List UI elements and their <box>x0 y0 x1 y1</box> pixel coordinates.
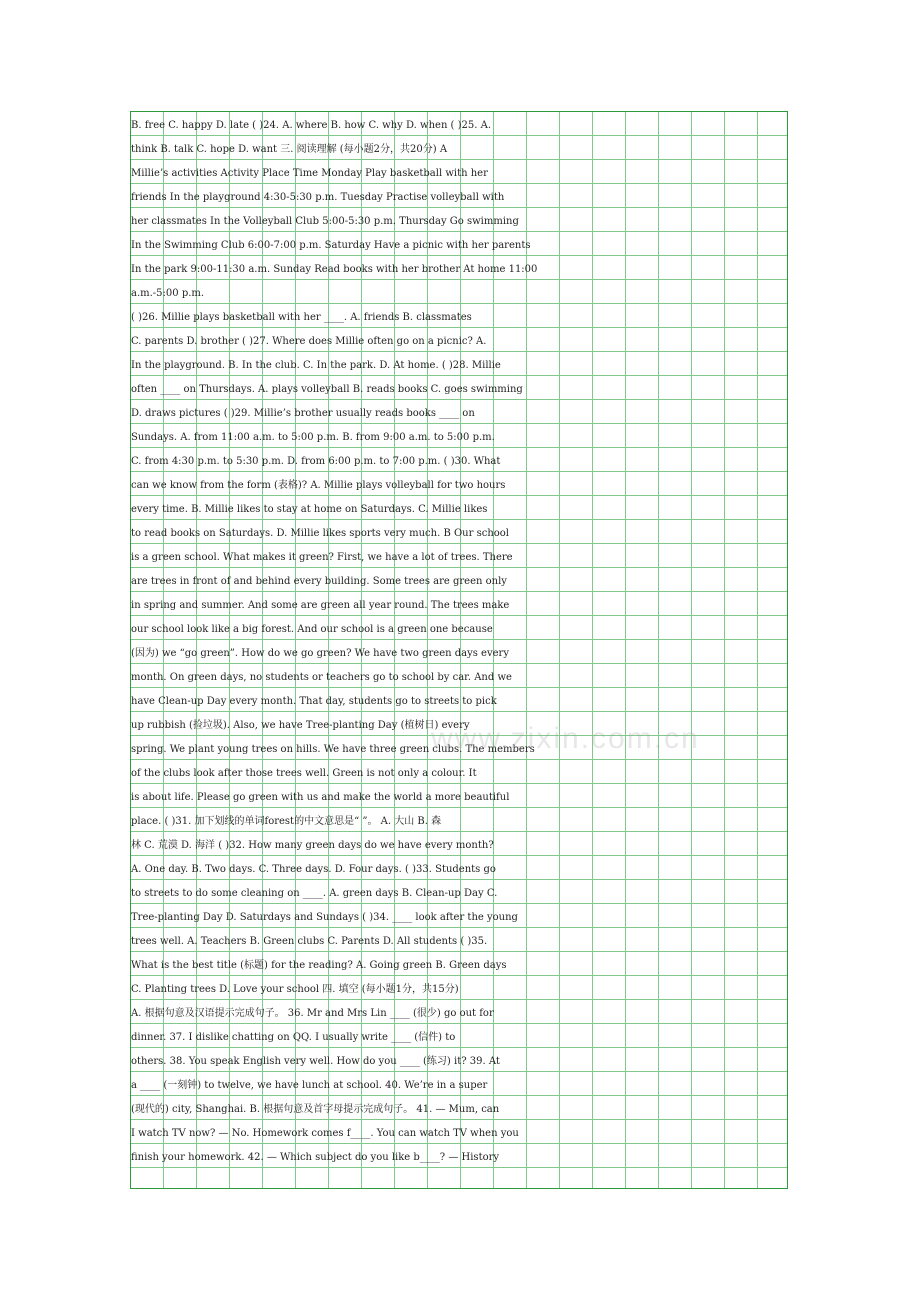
text-line: dinner. 37. I dislike chatting on QQ. I usually write ____ (信件) to <box>131 1032 456 1043</box>
text-line: others. 38. You speak English very well. How do you ____ (练习) it? 39. At <box>131 1056 500 1067</box>
text-line: Sundays. A. from 11:00 a.m. to 5:00 p.m. B. from 9:00 a.m. to 5:00 p.m. <box>131 432 495 443</box>
text-line: A. 根据句意及汉语提示完成句子。 36. Mr and Mrs Lin ____ (很少) go out for <box>131 1008 494 1019</box>
text-line: ( )26. Millie plays basketball with her ____. A. friends B. classmates <box>131 312 472 323</box>
text-line: In the Swimming Club 6:00-7:00 p.m. Saturday Have a picnic with her parents <box>131 240 531 251</box>
text-line: is a green school. What makes it green? First, we have a lot of trees. There <box>131 552 513 563</box>
document-page <box>130 111 788 1189</box>
text-line: What is the best title (标题) for the reading? A. Going green B. Green days <box>131 960 507 971</box>
text-line: her classmates In the Volleyball Club 5:00-5:30 p.m. Thursday Go swimming <box>131 216 519 227</box>
text-line: finish your homework. 42. — Which subject do you like b____? — History <box>131 1152 500 1163</box>
text-line: think B. talk C. hope D. want 三. 阅读理解 (每小题2分，共20分) A <box>131 144 448 155</box>
document-text <box>131 114 788 1170</box>
text-line: are trees in front of and behind every building. Some trees are green only <box>131 576 507 587</box>
text-line: every time. B. Millie likes to stay at home on Saturdays. C. Millie likes <box>131 504 488 515</box>
text-line: to streets to do some cleaning on ____. A. green days B. Clean-up Day C. <box>131 888 498 899</box>
text-line: friends In the playground 4:30-5:30 p.m. Tuesday Practise volleyball with <box>131 192 505 203</box>
text-line: trees well. A. Teachers B. Green clubs C. Parents D. All students ( )35. <box>131 936 488 947</box>
text-line: (现代的) city, Shanghai. B. 根据句意及首字母提示完成句子。 41. — Mum, can <box>131 1104 500 1115</box>
text-line: In the park 9:00-11:30 a.m. Sunday Read books with her brother At home 11:00 <box>131 264 538 275</box>
text-line: is about life. Please go green with us and make the world a more beautiful <box>131 792 510 803</box>
text-line: a ____ (一刻钟) to twelve, we have lunch at school. 40. We’re in a super <box>131 1080 488 1091</box>
text-line: a.m.-5:00 p.m. <box>131 288 205 299</box>
text-line: (因为) we “go green”. How do we go green? We have two green days every <box>131 648 509 659</box>
text-line: have Clean-up Day every month. That day, students go to streets to pick <box>131 696 497 707</box>
text-line: up rubbish (捡垃圾). Also, we have Tree-planting Day (植树日) every <box>131 720 470 731</box>
text-line: C. from 4:30 p.m. to 5:30 p.m. D. from 6:00 p.m. to 7:00 p.m. ( )30. What <box>131 456 501 467</box>
text-line: can we know from the form (表格)? A. Millie plays volleyball for two hours <box>131 480 506 491</box>
text-line: of the clubs look after those trees well. Green is not only a colour. It <box>131 768 477 779</box>
text-line: Millie’s activities Activity Place Time Monday Play basketball with her <box>131 168 488 179</box>
text-line: D. draws pictures ( )29. Millie’s brother usually reads books ____ on <box>131 408 475 419</box>
text-line: In the playground. B. In the club. C. In the park. D. At home. ( )28. Millie <box>131 360 501 371</box>
text-line: C. parents D. brother ( )27. Where does Millie often go on a picnic? A. <box>131 336 487 347</box>
text-line: Tree-planting Day D. Saturdays and Sundays ( )34. ____ look after the young <box>131 912 518 923</box>
text-line: C. Planting trees D. Love your school 四. 填空 (每小题1分，共15分) <box>131 984 459 995</box>
text-line: A. One day. B. Two days. C. Three days. D. Four days. ( )33. Students go <box>131 864 496 875</box>
text-line: I watch TV now? — No. Homework comes f____. You can watch TV when you <box>131 1128 519 1139</box>
text-line: 林 C. 荒漠 D. 海洋 ( )32. How many green days do we have every month? <box>131 840 494 851</box>
text-line: place. ( )31. 加下划线的单词forest的中文意思是“ ”。 A. 大山 B. 森 <box>131 816 442 827</box>
text-line: B. free C. happy D. late ( )24. A. where B. how C. why D. when ( )25. A. <box>131 120 492 131</box>
text-line: spring. We plant young trees on hills. We have three green clubs. The members <box>131 744 535 755</box>
text-line: month. On green days, no students or teachers go to school by car. And we <box>131 672 512 683</box>
text-line: our school look like a big forest. And our school is a green one because <box>131 624 493 635</box>
text-line: in spring and summer. And some are green all year round. The trees make <box>131 600 510 611</box>
text-line: to read books on Saturdays. D. Millie likes sports very much. B Our school <box>131 528 509 539</box>
watermark: www.zixin.com.cn <box>431 722 700 755</box>
text-line: often ____ on Thursdays. A. plays volleyball B. reads books C. goes swimming <box>131 384 523 395</box>
